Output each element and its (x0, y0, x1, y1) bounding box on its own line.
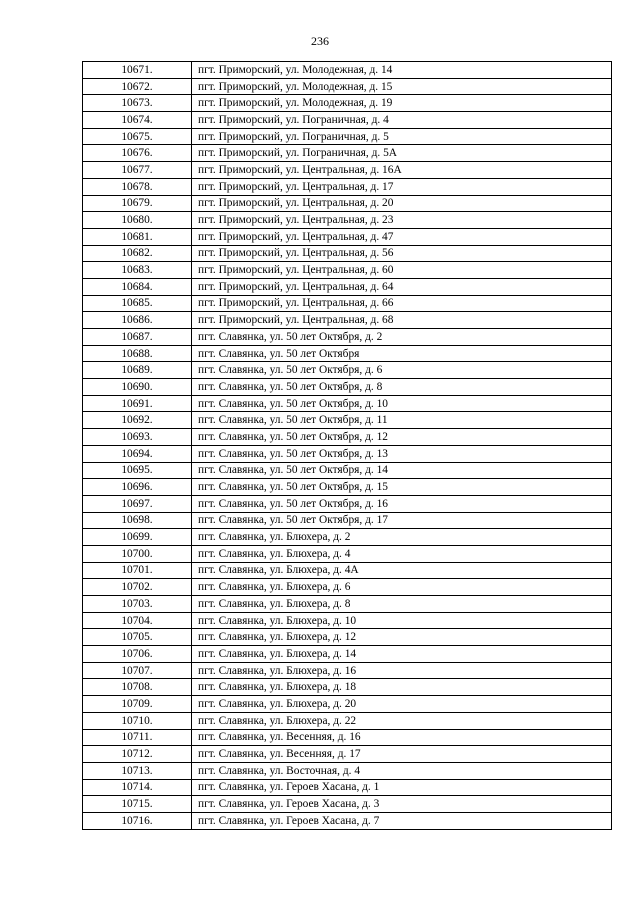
address-cell: пгт. Славянка, ул. 50 лет Октября, д. 16 (192, 495, 612, 512)
table-row (83, 729, 612, 746)
row-number-cell: 10683. (83, 262, 192, 279)
address-register-table (82, 61, 612, 830)
table-row (83, 412, 612, 429)
row-number-cell: 10690. (83, 379, 192, 396)
table-row (83, 512, 612, 529)
table-row (83, 679, 612, 696)
table-row (83, 462, 612, 479)
address-cell: пгт. Приморский, ул. Центральная, д. 20 (192, 195, 612, 212)
table-row (83, 395, 612, 412)
row-number-cell: 10685. (83, 295, 192, 312)
row-number-cell: 10689. (83, 362, 192, 379)
row-number-cell: 10687. (83, 329, 192, 346)
address-cell: пгт. Приморский, ул. Центральная, д. 60 (192, 262, 612, 279)
row-number-cell: 10705. (83, 629, 192, 646)
row-number-cell: 10678. (83, 178, 192, 195)
table-row (83, 629, 612, 646)
row-number-cell: 10706. (83, 646, 192, 663)
row-number-cell: 10708. (83, 679, 192, 696)
table-row (83, 495, 612, 512)
row-number-cell: 10691. (83, 395, 192, 412)
address-cell: пгт. Славянка, ул. Блюхера, д. 16 (192, 662, 612, 679)
table-row (83, 696, 612, 713)
address-cell: пгт. Славянка, ул. 50 лет Октября, д. 2 (192, 329, 612, 346)
table-row (83, 195, 612, 212)
table-row (83, 562, 612, 579)
table-row (83, 329, 612, 346)
table-row (83, 746, 612, 763)
table-row (83, 78, 612, 95)
row-number-cell: 10707. (83, 662, 192, 679)
row-number-cell: 10716. (83, 812, 192, 829)
table-row (83, 429, 612, 446)
table-row (83, 295, 612, 312)
table-row (83, 228, 612, 245)
row-number-cell: 10699. (83, 529, 192, 546)
address-cell: пгт. Приморский, ул. Молодежная, д. 15 (192, 78, 612, 95)
address-cell: пгт. Приморский, ул. Пограничная, д. 5 (192, 128, 612, 145)
row-number-cell: 10715. (83, 796, 192, 813)
row-number-cell: 10693. (83, 429, 192, 446)
row-number-cell: 10712. (83, 746, 192, 763)
table-row (83, 128, 612, 145)
address-cell: пгт. Приморский, ул. Центральная, д. 56 (192, 245, 612, 262)
row-number-cell: 10703. (83, 596, 192, 613)
table-row (83, 579, 612, 596)
row-number-cell: 10710. (83, 712, 192, 729)
table-row (83, 796, 612, 813)
table-row (83, 345, 612, 362)
table-row (83, 278, 612, 295)
row-number-cell: 10698. (83, 512, 192, 529)
address-cell: пгт. Славянка, ул. Блюхера, д. 4 (192, 545, 612, 562)
address-cell: пгт. Славянка, ул. 50 лет Октября, д. 6 (192, 362, 612, 379)
table-row (83, 379, 612, 396)
address-cell: пгт. Славянка, ул. Блюхера, д. 22 (192, 712, 612, 729)
table-row (83, 445, 612, 462)
table-row (83, 646, 612, 663)
row-number-cell: 10677. (83, 162, 192, 179)
table-row (83, 529, 612, 546)
table-row (83, 312, 612, 329)
row-number-cell: 10671. (83, 62, 192, 79)
row-number-cell: 10676. (83, 145, 192, 162)
table-row (83, 178, 612, 195)
address-cell: пгт. Славянка, ул. 50 лет Октября, д. 14 (192, 462, 612, 479)
address-cell: пгт. Славянка, ул. Героев Хасана, д. 1 (192, 779, 612, 796)
address-cell: пгт. Славянка, ул. Блюхера, д. 18 (192, 679, 612, 696)
row-number-cell: 10684. (83, 278, 192, 295)
row-number-cell: 10681. (83, 228, 192, 245)
address-cell: пгт. Приморский, ул. Центральная, д. 16А (192, 162, 612, 179)
table-row (83, 362, 612, 379)
address-cell: пгт. Славянка, ул. Блюхера, д. 4А (192, 562, 612, 579)
table-row (83, 612, 612, 629)
address-cell: пгт. Славянка, ул. Блюхера, д. 14 (192, 646, 612, 663)
table-body (83, 62, 612, 830)
address-cell: пгт. Славянка, ул. 50 лет Октября (192, 345, 612, 362)
address-cell: пгт. Славянка, ул. 50 лет Октября, д. 13 (192, 445, 612, 462)
row-number-cell: 10700. (83, 545, 192, 562)
row-number-cell: 10697. (83, 495, 192, 512)
row-number-cell: 10673. (83, 95, 192, 112)
table-row (83, 662, 612, 679)
address-cell: пгт. Приморский, ул. Пограничная, д. 5А (192, 145, 612, 162)
address-cell: пгт. Приморский, ул. Центральная, д. 17 (192, 178, 612, 195)
table-row (83, 162, 612, 179)
address-cell: пгт. Славянка, ул. Блюхера, д. 6 (192, 579, 612, 596)
row-number-cell: 10694. (83, 445, 192, 462)
address-cell: пгт. Славянка, ул. Блюхера, д. 12 (192, 629, 612, 646)
row-number-cell: 10680. (83, 212, 192, 229)
table-row (83, 812, 612, 829)
table-row (83, 479, 612, 496)
address-cell: пгт. Славянка, ул. Блюхера, д. 2 (192, 529, 612, 546)
address-cell: пгт. Приморский, ул. Молодежная, д. 14 (192, 62, 612, 79)
row-number-cell: 10704. (83, 612, 192, 629)
address-cell: пгт. Славянка, ул. 50 лет Октября, д. 17 (192, 512, 612, 529)
address-cell: пгт. Славянка, ул. Героев Хасана, д. 3 (192, 796, 612, 813)
row-number-cell: 10682. (83, 245, 192, 262)
address-cell: пгт. Славянка, ул. 50 лет Октября, д. 12 (192, 429, 612, 446)
table-row (83, 262, 612, 279)
row-number-cell: 10713. (83, 762, 192, 779)
table-row (83, 245, 612, 262)
row-number-cell: 10672. (83, 78, 192, 95)
address-cell: пгт. Славянка, ул. 50 лет Октября, д. 8 (192, 379, 612, 396)
address-cell: пгт. Славянка, ул. Блюхера, д. 10 (192, 612, 612, 629)
table-row (83, 145, 612, 162)
address-cell: пгт. Славянка, ул. Блюхера, д. 8 (192, 596, 612, 613)
address-cell: пгт. Славянка, ул. 50 лет Октября, д. 10 (192, 395, 612, 412)
table-row (83, 712, 612, 729)
row-number-cell: 10711. (83, 729, 192, 746)
page-number: 236 (311, 34, 329, 48)
address-cell: пгт. Славянка, ул. 50 лет Октября, д. 15 (192, 479, 612, 496)
table-row (83, 596, 612, 613)
row-number-cell: 10701. (83, 562, 192, 579)
address-cell: пгт. Приморский, ул. Центральная, д. 68 (192, 312, 612, 329)
row-number-cell: 10702. (83, 579, 192, 596)
row-number-cell: 10688. (83, 345, 192, 362)
row-number-cell: 10709. (83, 696, 192, 713)
row-number-cell: 10696. (83, 479, 192, 496)
row-number-cell: 10695. (83, 462, 192, 479)
row-number-cell: 10686. (83, 312, 192, 329)
address-cell: пгт. Приморский, ул. Центральная, д. 64 (192, 278, 612, 295)
address-cell: пгт. Приморский, ул. Пограничная, д. 4 (192, 112, 612, 129)
address-cell: пгт. Славянка, ул. Восточная, д. 4 (192, 762, 612, 779)
table-row (83, 545, 612, 562)
address-cell: пгт. Приморский, ул. Центральная, д. 47 (192, 228, 612, 245)
table-row (83, 779, 612, 796)
address-cell: пгт. Приморский, ул. Молодежная, д. 19 (192, 95, 612, 112)
table-row (83, 212, 612, 229)
table-row (83, 95, 612, 112)
address-cell: пгт. Славянка, ул. Весенняя, д. 16 (192, 729, 612, 746)
address-cell: пгт. Славянка, ул. Весенняя, д. 17 (192, 746, 612, 763)
row-number-cell: 10675. (83, 128, 192, 145)
row-number-cell: 10679. (83, 195, 192, 212)
address-cell: пгт. Славянка, ул. Блюхера, д. 20 (192, 696, 612, 713)
address-cell: пгт. Славянка, ул. 50 лет Октября, д. 11 (192, 412, 612, 429)
table-row (83, 62, 612, 79)
table-row (83, 762, 612, 779)
row-number-cell: 10714. (83, 779, 192, 796)
table-row (83, 112, 612, 129)
address-cell: пгт. Славянка, ул. Героев Хасана, д. 7 (192, 812, 612, 829)
row-number-cell: 10674. (83, 112, 192, 129)
address-cell: пгт. Приморский, ул. Центральная, д. 23 (192, 212, 612, 229)
address-cell: пгт. Приморский, ул. Центральная, д. 66 (192, 295, 612, 312)
row-number-cell: 10692. (83, 412, 192, 429)
